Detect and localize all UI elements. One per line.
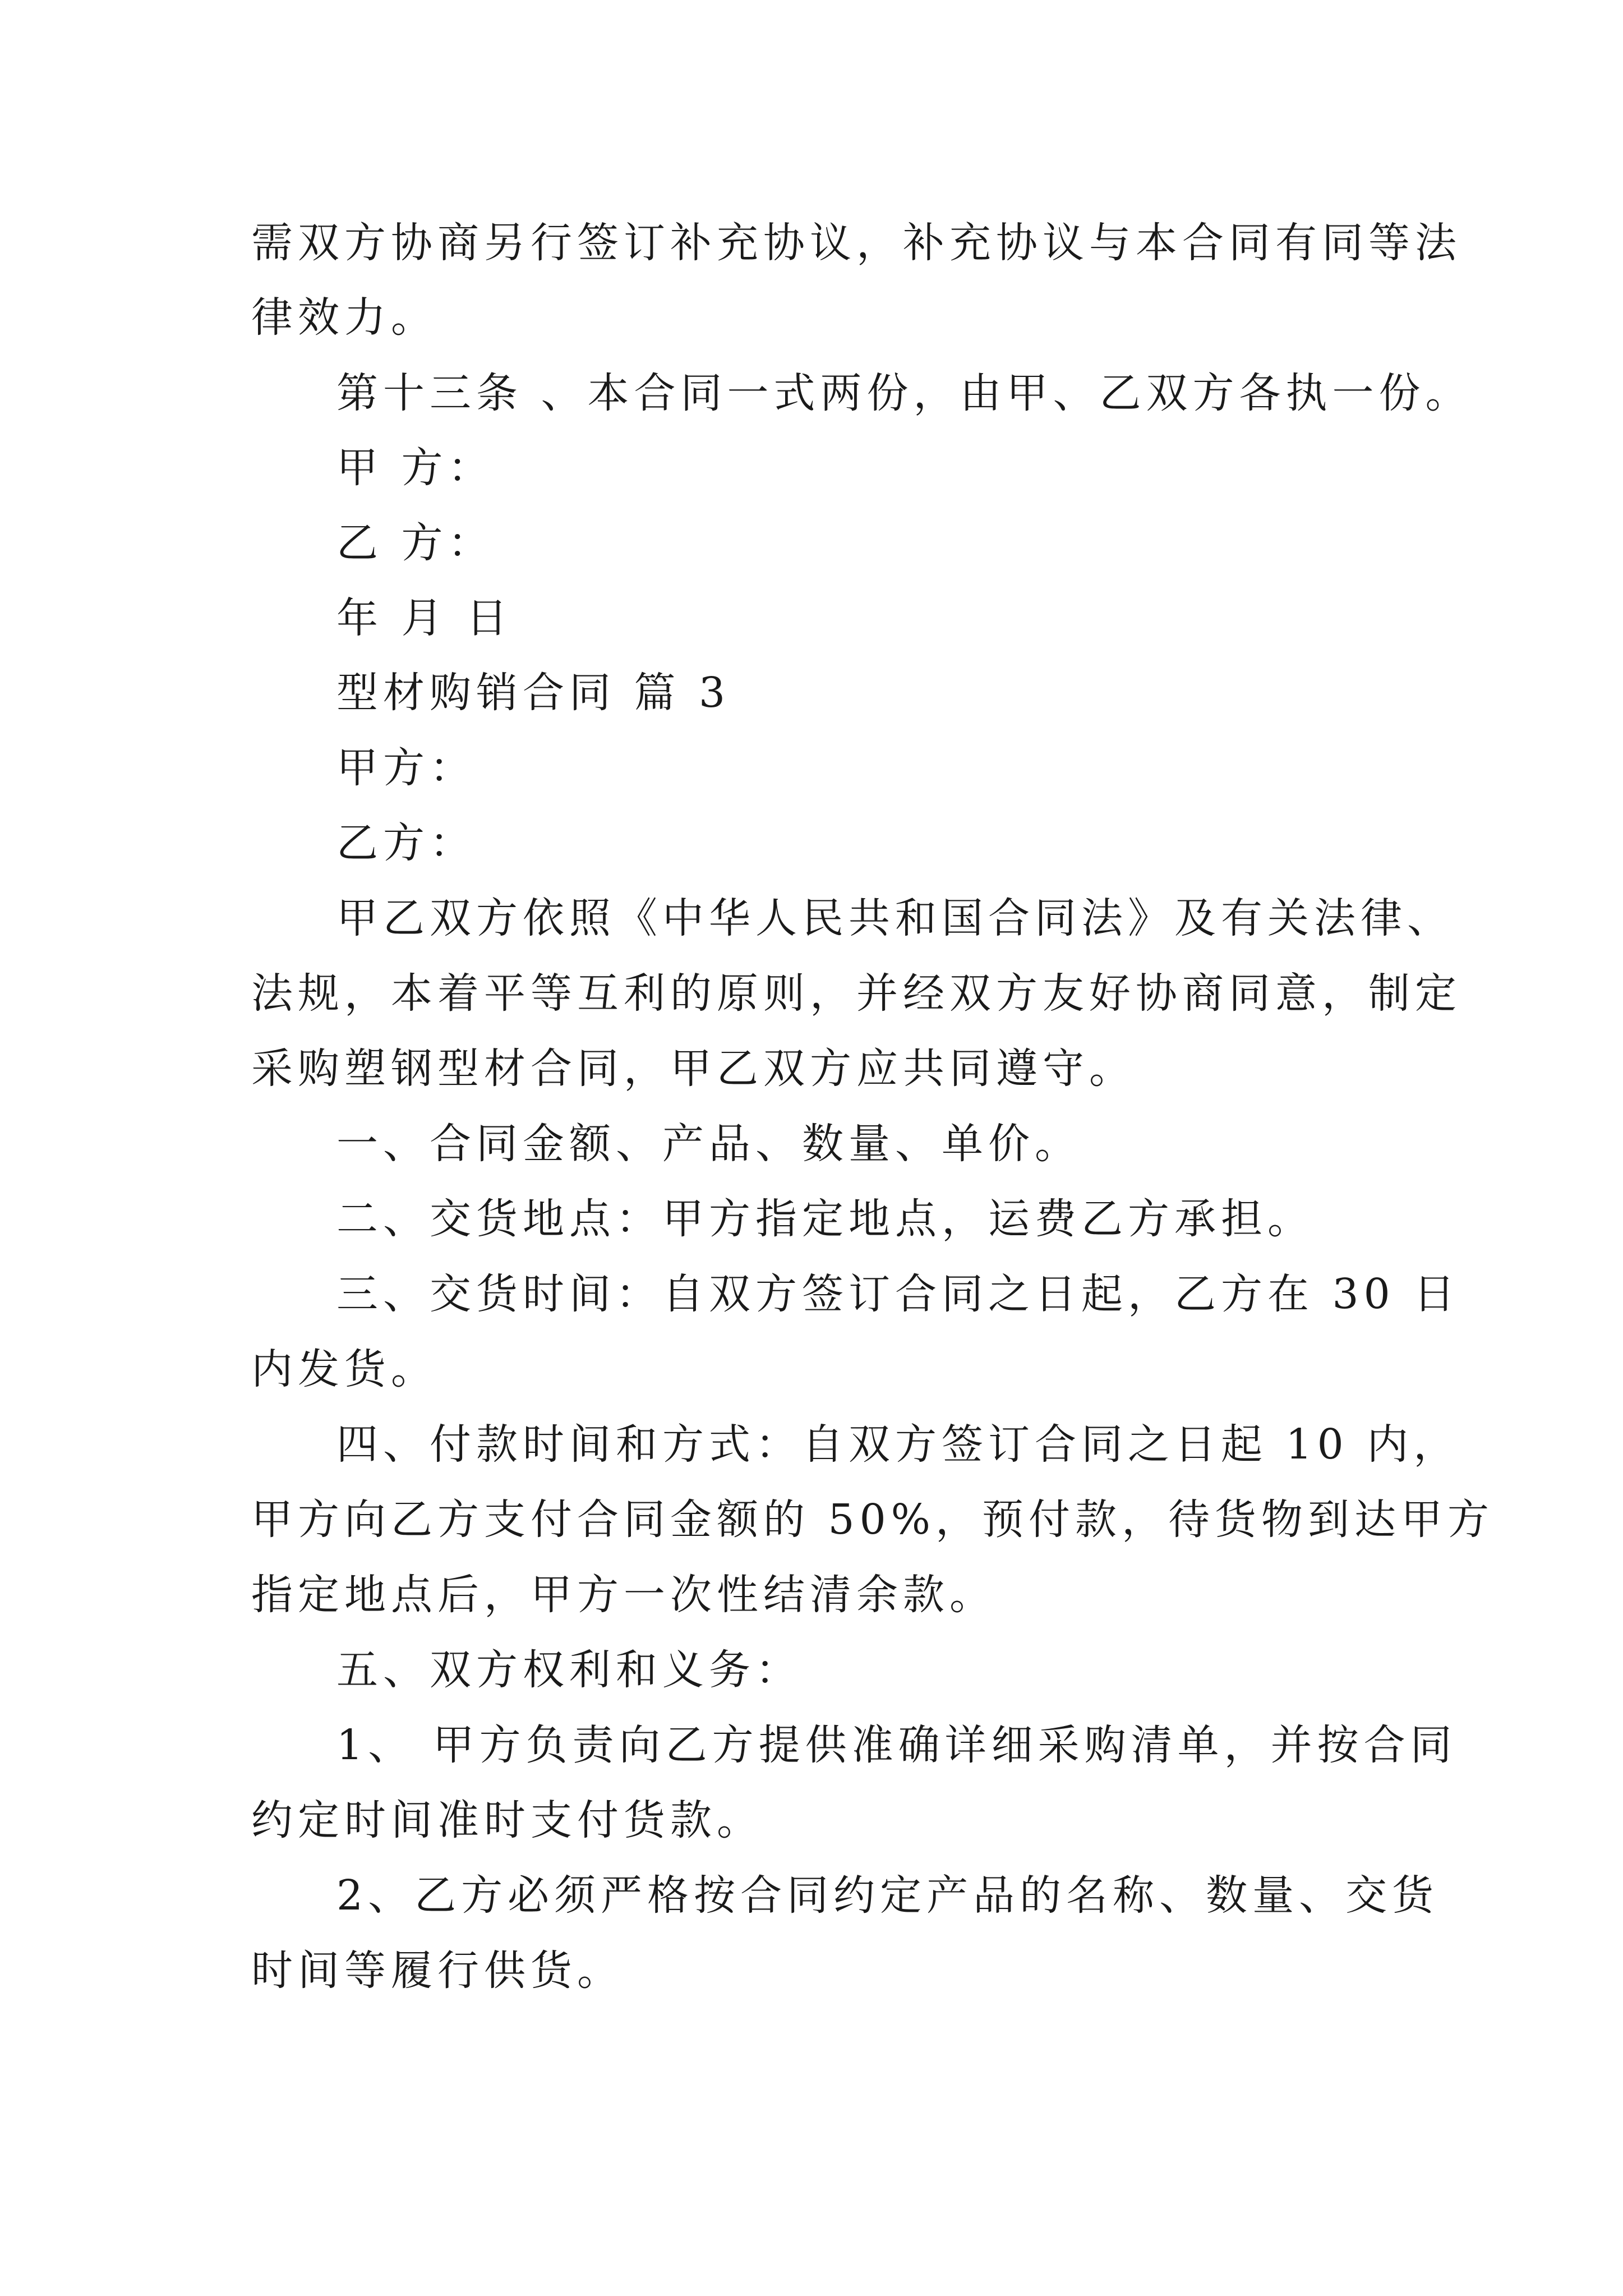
- text-line-16: 内发货。: [251, 1345, 437, 1393]
- text-line-19: 指定地点后，甲方一次性结清余款。: [251, 1571, 996, 1619]
- text-line-1: 需双方协商另行签订补充协议，补充协议与本合同有同等法: [251, 219, 1461, 267]
- text-line-9: 乙方：: [336, 819, 476, 867]
- text-line-8: 甲方：: [336, 744, 476, 792]
- text-line-11: 法规，本着平等互利的原则，并经双方友好协商同意，制定: [251, 969, 1461, 1018]
- text-line-21: 1、 甲方负责向乙方提供准确详细采购清单，并按合同: [336, 1721, 1457, 1769]
- text-line-3: 第十三条 、本合同一式两份，由甲、乙双方各执一份。: [336, 369, 1472, 417]
- text-line-23: 2、乙方必须严格按合同约定产品的名称、数量、交货: [336, 1871, 1439, 1920]
- text-line-20: 五、双方权利和义务：: [336, 1646, 802, 1694]
- text-line-13: 一、合同金额、产品、数量、单价。: [336, 1120, 1081, 1168]
- text-line-17: 四、付款时间和方式：自双方签订合同之日起 10 内，: [336, 1420, 1460, 1469]
- text-line-4: 甲 方：: [336, 444, 495, 492]
- text-line-24: 时间等履行供货。: [251, 1947, 624, 1995]
- text-line-10: 甲乙双方依照《中华人民共和国合同法》及有关法律、: [336, 894, 1454, 942]
- text-line-22: 约定时间准时支付货款。: [251, 1796, 763, 1844]
- text-line-15: 三、交货时间：自双方签订合同之日起，乙方在 30 日: [336, 1270, 1460, 1318]
- text-line-2: 律效力。: [251, 293, 437, 342]
- section-heading: 型材购销合同 篇 3: [336, 669, 731, 717]
- text-line-18: 甲方向乙方支付合同金额的 50%，预付款，待货物到达甲方: [251, 1496, 1494, 1544]
- text-line-5: 乙 方：: [336, 519, 495, 567]
- text-line-6: 年 月 日: [336, 594, 513, 642]
- text-line-14: 二、交货地点：甲方指定地点，运费乙方承担。: [336, 1195, 1314, 1243]
- text-line-12: 采购塑钢型材合同，甲乙双方应共同遵守。: [251, 1045, 1136, 1093]
